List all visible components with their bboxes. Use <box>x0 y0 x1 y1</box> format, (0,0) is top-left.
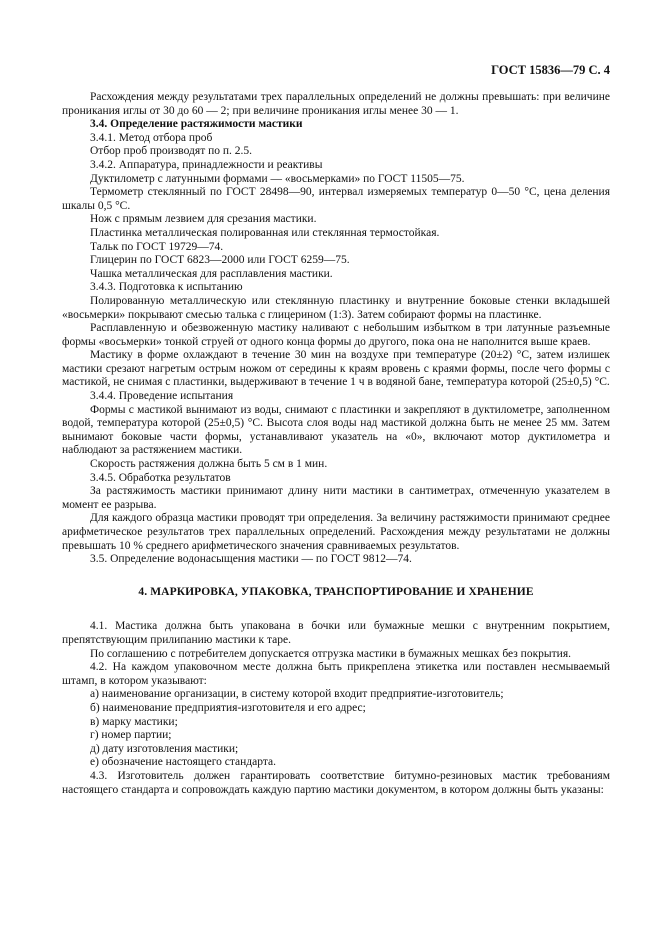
clause-heading: 3.4.5. Обработка результатов <box>90 471 231 484</box>
paragraph: 4.3. Изготовитель должен гарантировать соответствие битумно-резиновых мастик требованиям настоящего стандарта и сопровождать каждую партию мастики документом, в котором должны быть указаны: <box>62 769 610 796</box>
page-header: ГОСТ 15836—79 С. 4 <box>491 63 610 77</box>
paragraph: Мастику в форме охлаждают в течение 30 мин на воздухе при температуре (20±2) °С, затем излишек мастики срезают нагретым острым ножом от середины к краям вровень с краями формы, после чего формы с мастикой, не снимая с пластинки, выдерживают в течение 1 ч в водяной бане, температура которой (25±0,5) °С. <box>62 349 610 389</box>
list-item: а) наименование организации, в систему которой входит предприятие-изготовитель; <box>90 688 504 701</box>
paragraph: 4.1. Мастика должна быть упакована в бочки или бумажные мешки с внутренним покрытием, препятствующим прилипанию мастики к таре. <box>62 620 610 646</box>
list-item: б) наименование предприятия-изготовителя и его адрес; <box>90 701 366 714</box>
list-item: е) обозначение настоящего стандарта. <box>90 756 276 769</box>
paragraph: Формы с мастикой вынимают из воды, снимают с пластинки и закрепляют в дуктилометре, заполненном водой, температура которой (25±0,5) °С. Высота слоя воды над мастикой должна быть не менее 25 мм. Затем вынимают боковые части формы, устанавливают указатель на «0», включают мотор дуктилометра и наблюдают за растяжением мастики. <box>62 403 610 457</box>
clause-heading: 3.4.1. Метод отбора проб <box>90 131 213 144</box>
paragraph: Глицерин по ГОСТ 6823—2000 или ГОСТ 6259—75. <box>90 254 350 267</box>
paragraph: Полированную металлическую или стеклянную пластинку и внутренние боковые стенки вкладышей «восьмерки» покрывают смесью талька с глицерином (1:3). Затем собирают формы на пластинке. <box>62 294 610 321</box>
subsection-heading: 3.4. Определение растяжимости мастики <box>90 118 303 131</box>
paragraph: Пластинка металлическая полированная или стеклянная термостойкая. <box>90 226 440 239</box>
clause-heading: 3.4.4. Проведение испытания <box>90 390 234 403</box>
list-item: д) дату изготовления мастики; <box>90 742 239 755</box>
paragraph: 4.2. На каждом упаковочном месте должна быть прикреплена этикетка или поставлен несмываемый штамп, в котором указывают: <box>62 661 610 687</box>
paragraph: Нож с прямым лезвием для срезания мастики. <box>90 213 317 226</box>
list-item: г) номер партии; <box>90 729 172 742</box>
clause-heading: 3.4.3. Подготовка к испытанию <box>90 281 243 294</box>
paragraph: Чашка металлическая для расплавления мастики. <box>90 267 333 280</box>
paragraph: За растяжимость мастики принимают длину нити мастики в сантиметрах, отмеченную указателем в момент ее разрыва. <box>62 485 610 511</box>
document-body <box>62 91 610 797</box>
paragraph: Расхождения между результатами трех параллельных определений не должны превышать: при величине проникания иглы от 30 до 60 — 2; при величине проникания иглы менее 30 — 1. <box>62 91 610 117</box>
clause-heading: 3.4.2. Аппаратура, принадлежности и реактивы <box>90 158 323 171</box>
paragraph: Термометр стеклянный по ГОСТ 28498—90, интервал измеряемых температур 0—50 °С, цена деления шкалы 0,5 °С. <box>62 186 610 212</box>
paragraph: Скорость растяжения должна быть 5 см в 1 мин. <box>90 458 328 471</box>
paragraph: Для каждого образца мастики проводят три определения. За величину растяжимости принимают среднее арифметическое результатов трех параллельных определений. Расхождения между результатами не должны превышать 10 % среднего арифметического значения сравниваемых результатов. <box>62 512 610 552</box>
paragraph: Тальк по ГОСТ 19729—74. <box>90 240 224 253</box>
paragraph: По соглашению с потребителем допускается отгрузка мастики в бумажных мешках без покрытия. <box>90 647 571 660</box>
section-title: 4. МАРКИРОВКА, УПАКОВКА, ТРАНСПОРТИРОВАНИЕ И ХРАНЕНИЕ <box>138 585 534 598</box>
paragraph: Расплавленную и обезвоженную мастику наливают с небольшим избытком в три латунные разъемные формы «восьмерки» тонкой струей от одного конца формы до другого, пока она не наполнится выше краев. <box>62 322 610 348</box>
paragraph: Отбор проб производят по п. 2.5. <box>90 145 253 158</box>
paragraph: 3.5. Определение водонасыщения мастики — по ГОСТ 9812—74. <box>90 553 412 566</box>
paragraph: Дуктилометр с латунными формами — «восьмерками» по ГОСТ 11505—75. <box>90 172 465 185</box>
list-item: в) марку мастики; <box>90 715 178 728</box>
